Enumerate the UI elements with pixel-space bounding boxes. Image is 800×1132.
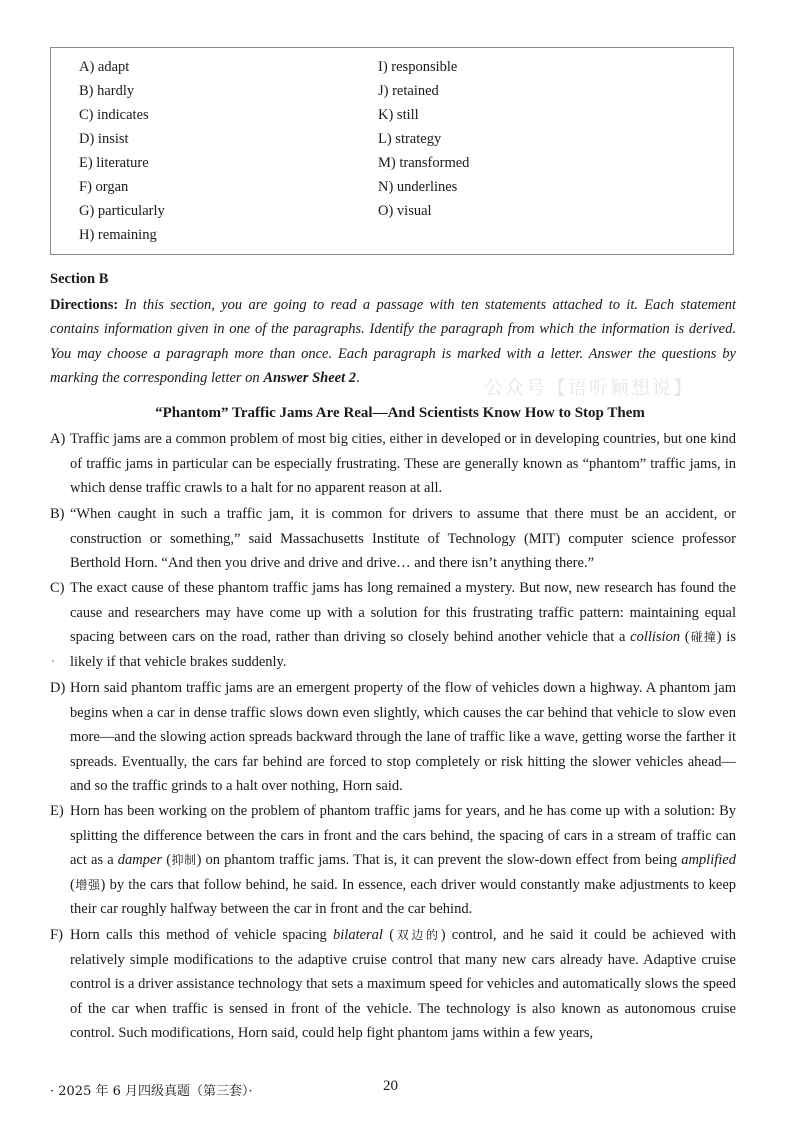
paragraph-text-segment: (: [680, 629, 690, 645]
paragraph-label: C): [50, 580, 65, 596]
word-option: I) responsible: [378, 59, 458, 75]
section-title: Section B: [50, 271, 109, 287]
vocab-term: collision: [630, 629, 681, 645]
watermark: 公众号【语听颖想说】: [484, 377, 695, 399]
vocab-term: damper: [117, 852, 163, 868]
word-option: O) visual: [378, 203, 432, 219]
paragraph-text-segment: Traffic jams are a common problem of most big cities, either in developed or in developing countries, but one kind of traffic jams in particular can be especially frustrating. These are generally known as “phantom” traffic jams, in which dense traffic crawls to a halt for no apparent reason at all.: [70, 431, 736, 496]
word-option: J) retained: [378, 83, 439, 99]
chinese-gloss: 增强: [74, 877, 101, 892]
paragraph-label: B): [50, 506, 65, 522]
paragraph-text: [50, 576, 736, 674]
word-option: D) insist: [79, 131, 129, 147]
paragraph-a: [50, 427, 736, 501]
paragraph-c: [50, 576, 736, 674]
paragraph-text-segment: Horn has been working on the problem of phantom traffic jams for years, and he has come up with a solution: By splitting the difference between the cars in front and the cars behind, the spacing of cars in a stream of traffic can act as a: [70, 803, 736, 868]
directions-body: In this section, you are going to read a passage with ten statements attached to it. Each statement contains information given in one of the paragraphs. Identify the paragraph from which the information is derived. You may choose a paragraph more than once. Each paragraph is marked with a letter. Answer the questions by marking the corresponding letter on: [50, 297, 736, 386]
word-option: G) particularly: [79, 203, 165, 219]
answer-sheet-ref: Answer Sheet 2: [263, 369, 356, 386]
paragraph-label: D): [50, 680, 66, 696]
paragraph-label: E): [50, 803, 64, 819]
word-option: L) strategy: [378, 131, 442, 147]
word-option: F) organ: [79, 179, 129, 195]
paragraph-text-segment: ) is likely if that vehicle brakes suddenly.: [70, 629, 736, 670]
paragraph-f: [50, 923, 736, 1046]
paragraph-d: [50, 676, 736, 799]
word-option: B) hardly: [79, 83, 135, 99]
paragraph-b: [50, 502, 736, 576]
chinese-gloss: 碰撞: [689, 630, 717, 644]
stray-mark: [52, 660, 54, 662]
paragraph-text: [50, 502, 736, 576]
paragraph-text-segment: (: [70, 876, 75, 893]
word-option: K) still: [378, 107, 419, 123]
paragraph-text-segment: Horn calls this method of vehicle spacing: [70, 927, 334, 943]
word-option: N) underlines: [378, 179, 458, 195]
page-number: 20: [383, 1078, 398, 1094]
paragraph-text-segment: ) control, and he said it could be achieved with relatively simple modifications to the adaptive cruise control that many new cars already have. Adaptive cruise control is a driver assistance technology that sets a maximum speed for vehicles and automatically slows the speed of the car when traffic is sensed in front of the vehicle. The technology is also known as autonomous cruise control. Such modifications, Horn said, could help fight phantom jams within a few years,: [70, 927, 736, 1041]
paragraph-text-segment: Horn said phantom traffic jams are an emergent property of the flow of vehicles down a highway. A phantom jam begins when a car in dense traffic slows down even slightly, which causes the car behind that vehicle to slow even more—and the slowing action spreads backward through the lane of traffic like a wave, getting worse the farther it spreads. Eventually, the cars far behind are forced to stop completely or risk hitting the slower vehicles ahead—and so the traffic grinds to a halt over nothing, Horn said.: [70, 680, 736, 794]
word-bank-left-column: [79, 55, 165, 247]
paragraph-text: [50, 923, 736, 1046]
vocab-term: bilateral: [333, 927, 383, 943]
word-option: C) indicates: [79, 107, 149, 123]
passage-title: “Phantom” Traffic Jams Are Real—And Scientists Know How to Stop Them: [155, 405, 645, 421]
vocab-term: amplified: [681, 852, 736, 868]
paragraph-text-segment: ) on phantom traffic jams. That is, it can prevent the slow-down effect from being: [196, 852, 682, 868]
paragraph-label: A): [50, 431, 66, 447]
word-option: E) literature: [79, 155, 149, 171]
word-option: A) adapt: [79, 59, 130, 75]
footer-exam-label: · 2025 年 6 月四级真题（第三套）·: [50, 1084, 253, 1099]
word-bank-right-column: [378, 55, 469, 223]
chinese-gloss: 抑制: [171, 853, 197, 867]
chinese-gloss: 双边的: [394, 928, 441, 942]
paragraph-text-segment: (: [162, 852, 172, 868]
word-option: H) remaining: [79, 227, 157, 243]
paragraph-label: F): [50, 927, 63, 943]
word-option: M) transformed: [378, 155, 470, 171]
paragraph-text: [50, 676, 736, 799]
paragraph-e: [50, 799, 736, 922]
paragraph-text-segment: (: [382, 927, 395, 943]
paragraph-text-segment: “When caught in such a traffic jam, it is common for drivers to assume that there must be an accident, or construction or something,” said Massachusetts Institute of Technology (MIT) computer science professor Berthold Horn. “And then you drive and drive and drive… and there isn’t anything there.”: [70, 506, 736, 571]
directions-lead: Directions:: [50, 297, 119, 313]
directions-end: .: [355, 369, 360, 386]
word-bank-box: [50, 47, 734, 255]
paragraph-text-segment: ) by the cars that follow behind, he said. In essence, each driver would constantly make adjustments to keep their car roughly halfway between the car in front and the car behind.: [70, 876, 736, 917]
paragraph-text: [50, 427, 736, 501]
paragraph-text-segment: The exact cause of these phantom traffic jams has long remained a mystery. But now, new research has found the cause and researchers may have come up with a solution for this frustrating traffic pattern: maintaining equal spacing between cars on the road, rather than driving so closely behind another vehicle that a: [70, 580, 736, 645]
paragraph-text: [50, 799, 736, 922]
